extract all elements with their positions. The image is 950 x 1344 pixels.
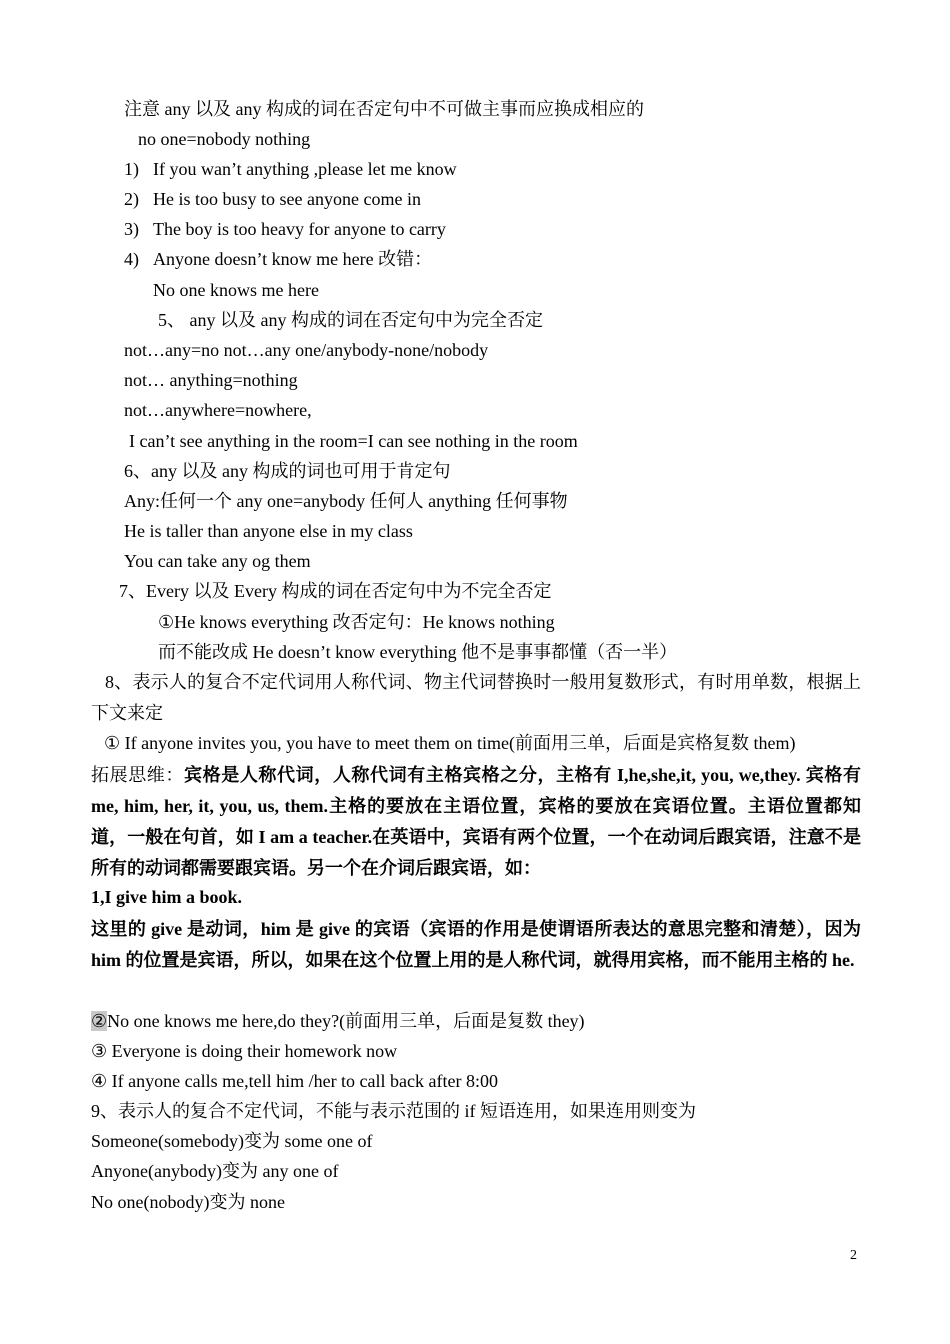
example-line xyxy=(91,1009,585,1033)
example-line: ① If anyone invites you, you have to meet them on time(前面用三单，后面是宾格复数 them) xyxy=(104,733,796,753)
list-number: 4) xyxy=(124,249,139,269)
section-heading-9: 9、表示人的复合不定代词，不能与表示范围的 if 短语连用，如果连用则变为 xyxy=(91,1101,696,1121)
expand-label: 拓展思维： xyxy=(91,765,185,785)
expand-text: 宾格是人称代词，人称代词有主格宾格之分，主格有 I,he,she,it, you, we,they. 宾格有 me, him, her, it, you, us, them.主格的要放在主语位置，宾格的要放在宾语位置。主语位置都知道，一般在句首，如 I am a teacher.在英语中，宾语有两个位置，一个在动词后跟宾语，注意不是所有的动词都需要跟宾语。另一个在介词后跟宾语，如： xyxy=(91,765,861,878)
section-heading-7: 7、Every 以及 Every 构成的词在否定句中为不完全否定 xyxy=(119,581,552,601)
rule-line: not… anything=nothing xyxy=(124,370,298,390)
example-line: 而不能改成 He doesn’t know everything 他不是事事都懂（否一半） xyxy=(158,642,678,662)
example-line: ①He knows everything 改否定句：He knows nothing xyxy=(158,612,555,632)
list-item: If you wan’t anything ,please let me know xyxy=(153,159,457,179)
rule-line: not…any=no not…any one/anybody-none/nobody xyxy=(124,340,489,360)
example-line: He is taller than anyone else in my class xyxy=(124,521,413,541)
list-item: He is too busy to see anyone come in xyxy=(153,189,421,209)
example-line: You can take any og them xyxy=(124,551,311,571)
section-heading-5: 5、 any 以及 any 构成的词在否定句中为完全否定 xyxy=(158,310,543,330)
list-number: 2) xyxy=(124,189,139,209)
example-text: No one knows me here,do they?(前面用三单，后面是复数 they) xyxy=(107,1011,585,1031)
explanation-paragraph: 这里的 give 是动词，him 是 give 的宾语（宾语的作用是使谓语所表达的意思完整和清楚），因为 him 的位置是宾语，所以，如果在这个位置上用的是人称代词，就得用宾格，而不能用主格的 he. xyxy=(91,919,861,970)
rule-line: Any:任何一个 any one=anybody 任何人 anything 任何事物 xyxy=(124,491,568,511)
list-number: 1) xyxy=(124,159,139,179)
section-heading-6: 6、any 以及 any 构成的词也可用于肯定句 xyxy=(124,461,451,481)
section-heading-8: 8、表示人的复合不定代词用人称代词、物主代词替换时一般用复数形式，有时用单数，根据上下文来定 xyxy=(91,672,861,723)
page-number: 2 xyxy=(850,1248,857,1263)
note-line: 注意 any 以及 any 构成的词在否定句中不可做主事而应换成相应的 xyxy=(124,99,644,119)
correction-line: No one knows me here xyxy=(153,280,319,300)
list-item: The boy is too heavy for anyone to carry xyxy=(153,219,446,239)
example-line: 1,I give him a book. xyxy=(91,887,243,907)
expand-thinking-paragraph xyxy=(91,760,861,884)
rule-line: not…anywhere=nowhere, xyxy=(124,400,312,420)
list-item: Anyone doesn’t know me here 改错： xyxy=(153,249,433,269)
highlighted-marker: ② xyxy=(91,1011,108,1031)
example-line: ③ Everyone is doing their homework now xyxy=(91,1041,398,1061)
list-number: 3) xyxy=(124,219,139,239)
rule-line: Someone(somebody)变为 some one of xyxy=(91,1131,373,1151)
example-line: ④ If anyone calls me,tell him /her to call back after 8:00 xyxy=(91,1071,498,1091)
example-line: I can’t see anything in the room=I can see nothing in the room xyxy=(129,431,578,451)
equivalence-line: no one=nobody nothing xyxy=(138,129,311,149)
rule-line: No one(nobody)变为 none xyxy=(91,1192,285,1212)
rule-line: Anyone(anybody)变为 any one of xyxy=(91,1161,339,1181)
